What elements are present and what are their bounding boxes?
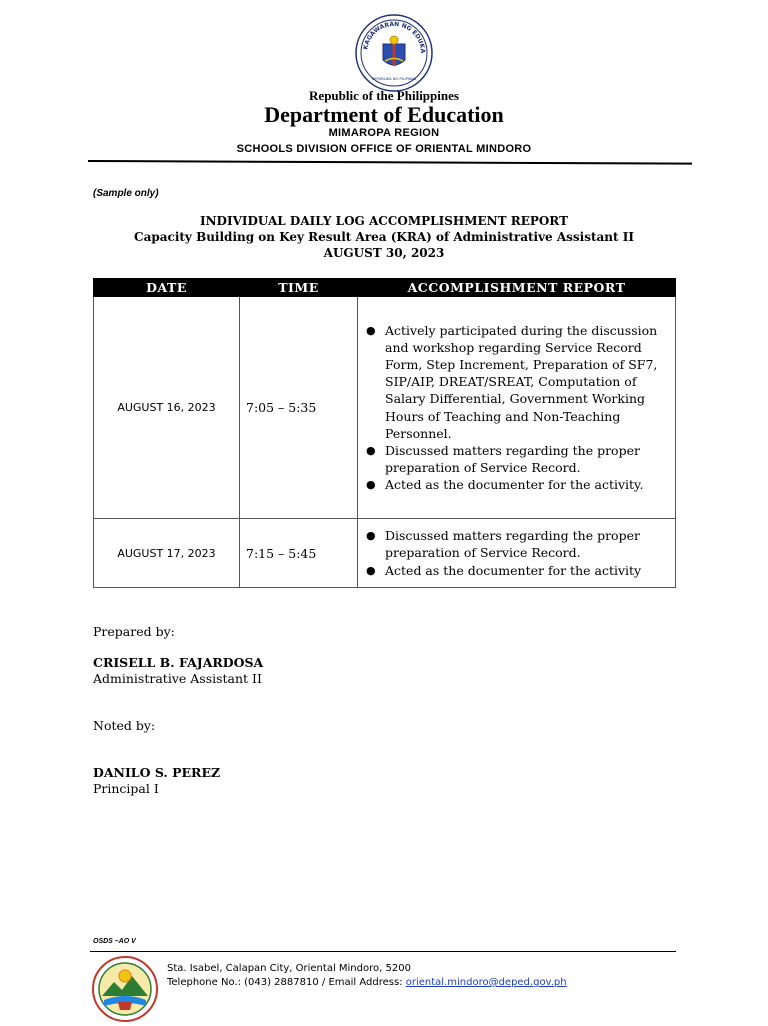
report-subtitle: Capacity Building on Key Result Area (KRA) of Administrative Assistant II (134, 230, 634, 244)
header-divider (88, 160, 692, 165)
division-label: SCHOOLS DIVISION OFFICE OF ORIENTAL MINDORO (236, 143, 532, 155)
footer-contact (167, 977, 567, 988)
noted-by-position: Principal I (93, 781, 159, 796)
row-time: 7:05 – 5:35 (240, 297, 358, 519)
sample-note: (Sample only) (93, 188, 159, 199)
region-label: MIMAROPA REGION (328, 127, 440, 139)
footer-address: Sta. Isabel, Calapan City, Oriental Mindoro, 5200 (167, 963, 411, 974)
row-date: AUGUST 16, 2023 (94, 297, 240, 519)
row-accomplishments (358, 519, 676, 588)
noted-by-label: Noted by: (93, 718, 156, 733)
svg-text:REPUBLIKA NG PILIPINAS: REPUBLIKA NG PILIPINAS (371, 77, 417, 81)
footer-email-link[interactable]: oriental.mindoro@deped.gov.ph (405, 977, 567, 988)
table-row (94, 519, 676, 588)
svg-text:KAGAWARAN NG EDUKASYON: KAGAWARAN NG EDUKA (362, 20, 427, 54)
noted-by-name: DANILO S. PEREZ (93, 765, 221, 780)
prepared-by-position: Administrative Assistant II (93, 671, 262, 686)
prepared-by-label: Prepared by: (93, 624, 175, 639)
table-header-row (94, 279, 676, 297)
footer-divider (90, 951, 676, 952)
footer-code: OSDS –AO V (93, 938, 136, 945)
deped-seal-icon (355, 14, 433, 92)
footer-telephone: Telephone No.: (043) 2887810 / Email Address: (167, 977, 406, 988)
list-item: ● Acted as the documenter for the activity (366, 562, 671, 579)
report-date: AUGUST 30, 2023 (323, 246, 445, 260)
prepared-by-name: CRISELL B. FAJARDOSA (93, 655, 264, 670)
accomplishment-table (93, 278, 676, 588)
row-date: AUGUST 17, 2023 (94, 519, 240, 588)
row-time: 7:15 – 5:45 (240, 519, 358, 588)
list-item: ● Discussed matters regarding the proper preparation of Service Record. (366, 442, 671, 476)
table-row (94, 297, 676, 519)
list-item: ● Acted as the documenter for the activity. (366, 476, 671, 493)
list-item: ● Discussed matters regarding the proper preparation of Service Record. (366, 527, 671, 561)
republic-label: Republic of the Philippines (309, 88, 459, 103)
report-title: INDIVIDUAL DAILY LOG ACCOMPLISHMENT REPORT (199, 214, 569, 228)
column-header-accomplishment: ACCOMPLISHMENT REPORT (358, 279, 676, 297)
list-item: ● Actively participated during the discussion and workshop regarding Service Record Form, Step Increment, Preparation of SF7, SIP/AIP, DREAT/SREAT, Computation of Salary Differential, Government Working Hours of Teaching and Non-Teaching Personnel. (366, 322, 671, 442)
department-title: Department of Education (264, 102, 504, 127)
row-accomplishments (358, 297, 676, 519)
column-header-time: TIME (240, 279, 358, 297)
column-header-date: DATE (94, 279, 240, 297)
sdo-oriental-mindoro-seal-icon (92, 956, 158, 1022)
